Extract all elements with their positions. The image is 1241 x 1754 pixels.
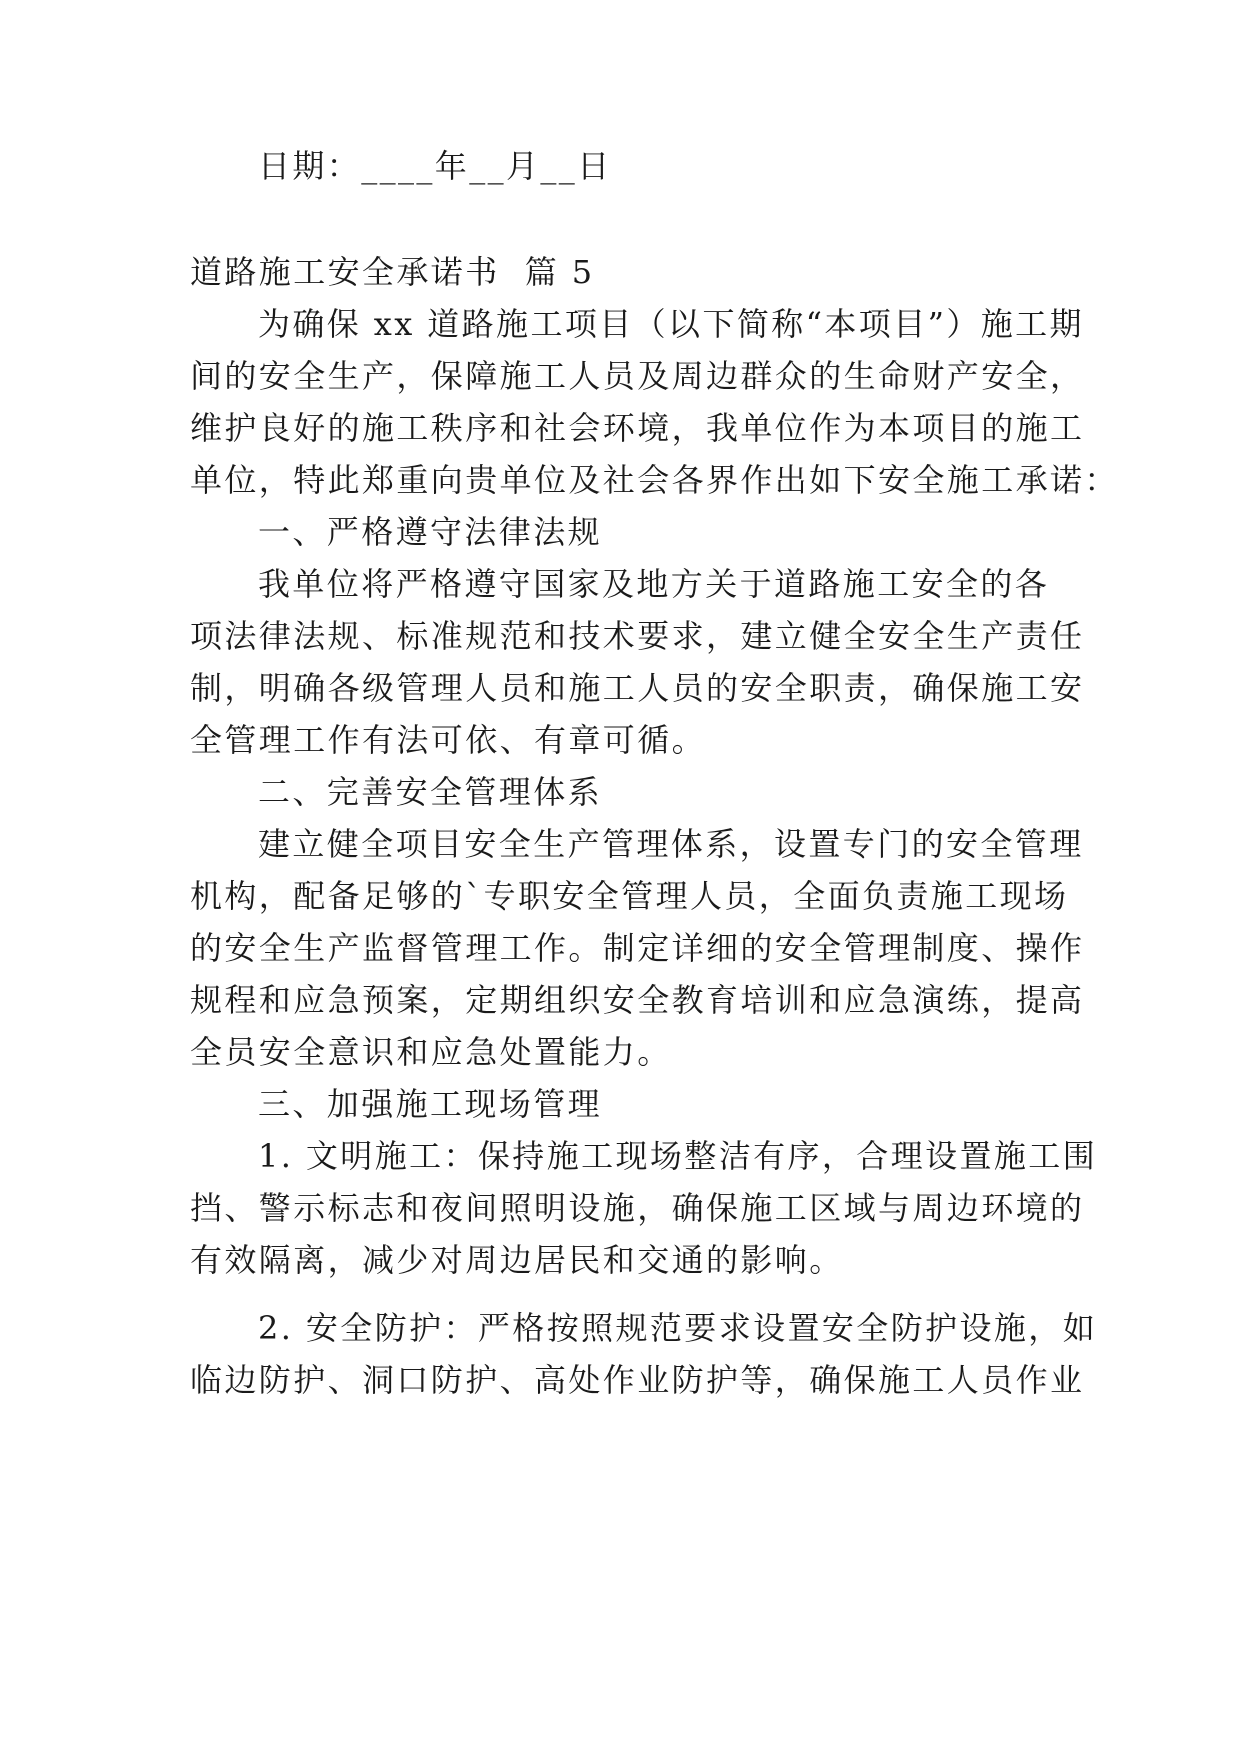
paragraph-line: 建立健全项目安全生产管理体系，设置专门的安全管理 [258, 825, 1084, 863]
section-heading: 三、加强施工现场管理 [258, 1085, 603, 1123]
paragraph-line: 项法律法规、标准规范和技术要求，建立健全安全生产责任 [190, 617, 1085, 655]
intro-line: 为确保 xx 道路施工项目（以下简称“本项目”）施工期 [258, 305, 1084, 343]
paragraph-line: 的安全生产监督管理工作。制定详细的安全管理制度、操作 [190, 929, 1085, 967]
paragraph-line: 规程和应急预案，定期组织安全教育培训和应急演练，提高 [190, 981, 1085, 1019]
intro-line: 间的安全生产，保障施工人员及周边群众的生命财产安全， [190, 357, 1085, 395]
paragraph-line: 全管理工作有法可依、有章可循。 [190, 721, 707, 759]
section-heading: 一、严格遵守法律法规 [258, 513, 603, 551]
list-item-line: 有效隔离，减少对周边居民和交通的影响。 [190, 1241, 844, 1279]
list-item-line: 2. 安全防护：严格按照规范要求设置安全防护设施，如 [258, 1309, 1098, 1347]
paragraph-line: 制，明确各级管理人员和施工人员的安全职责，确保施工安 [190, 669, 1085, 707]
paragraph-line: 我单位将严格遵守国家及地方关于道路施工安全的各 [258, 565, 1050, 603]
document-title: 道路施工安全承诺书 篇 5 [190, 253, 595, 291]
section-heading: 二、完善安全管理体系 [258, 773, 603, 811]
list-item-line: 1. 文明施工：保持施工现场整洁有序，合理设置施工围 [258, 1137, 1098, 1175]
list-item-line: 挡、警示标志和夜间照明设施，确保施工区域与周边环境的 [190, 1189, 1085, 1227]
date-line: 日期：____年__月__日 [258, 147, 612, 185]
paragraph-line: 机构，配备足够的`专职安全管理人员，全面负责施工现场 [190, 877, 1069, 915]
intro-line: 维护良好的施工秩序和社会环境，我单位作为本项目的施工 [190, 409, 1085, 447]
list-item-line: 临边防护、洞口防护、高处作业防护等，确保施工人员作业 [190, 1361, 1085, 1399]
intro-line: 单位，特此郑重向贵单位及社会各界作出如下安全施工承诺： [190, 461, 1119, 499]
paragraph-line: 全员安全意识和应急处置能力。 [190, 1033, 672, 1071]
